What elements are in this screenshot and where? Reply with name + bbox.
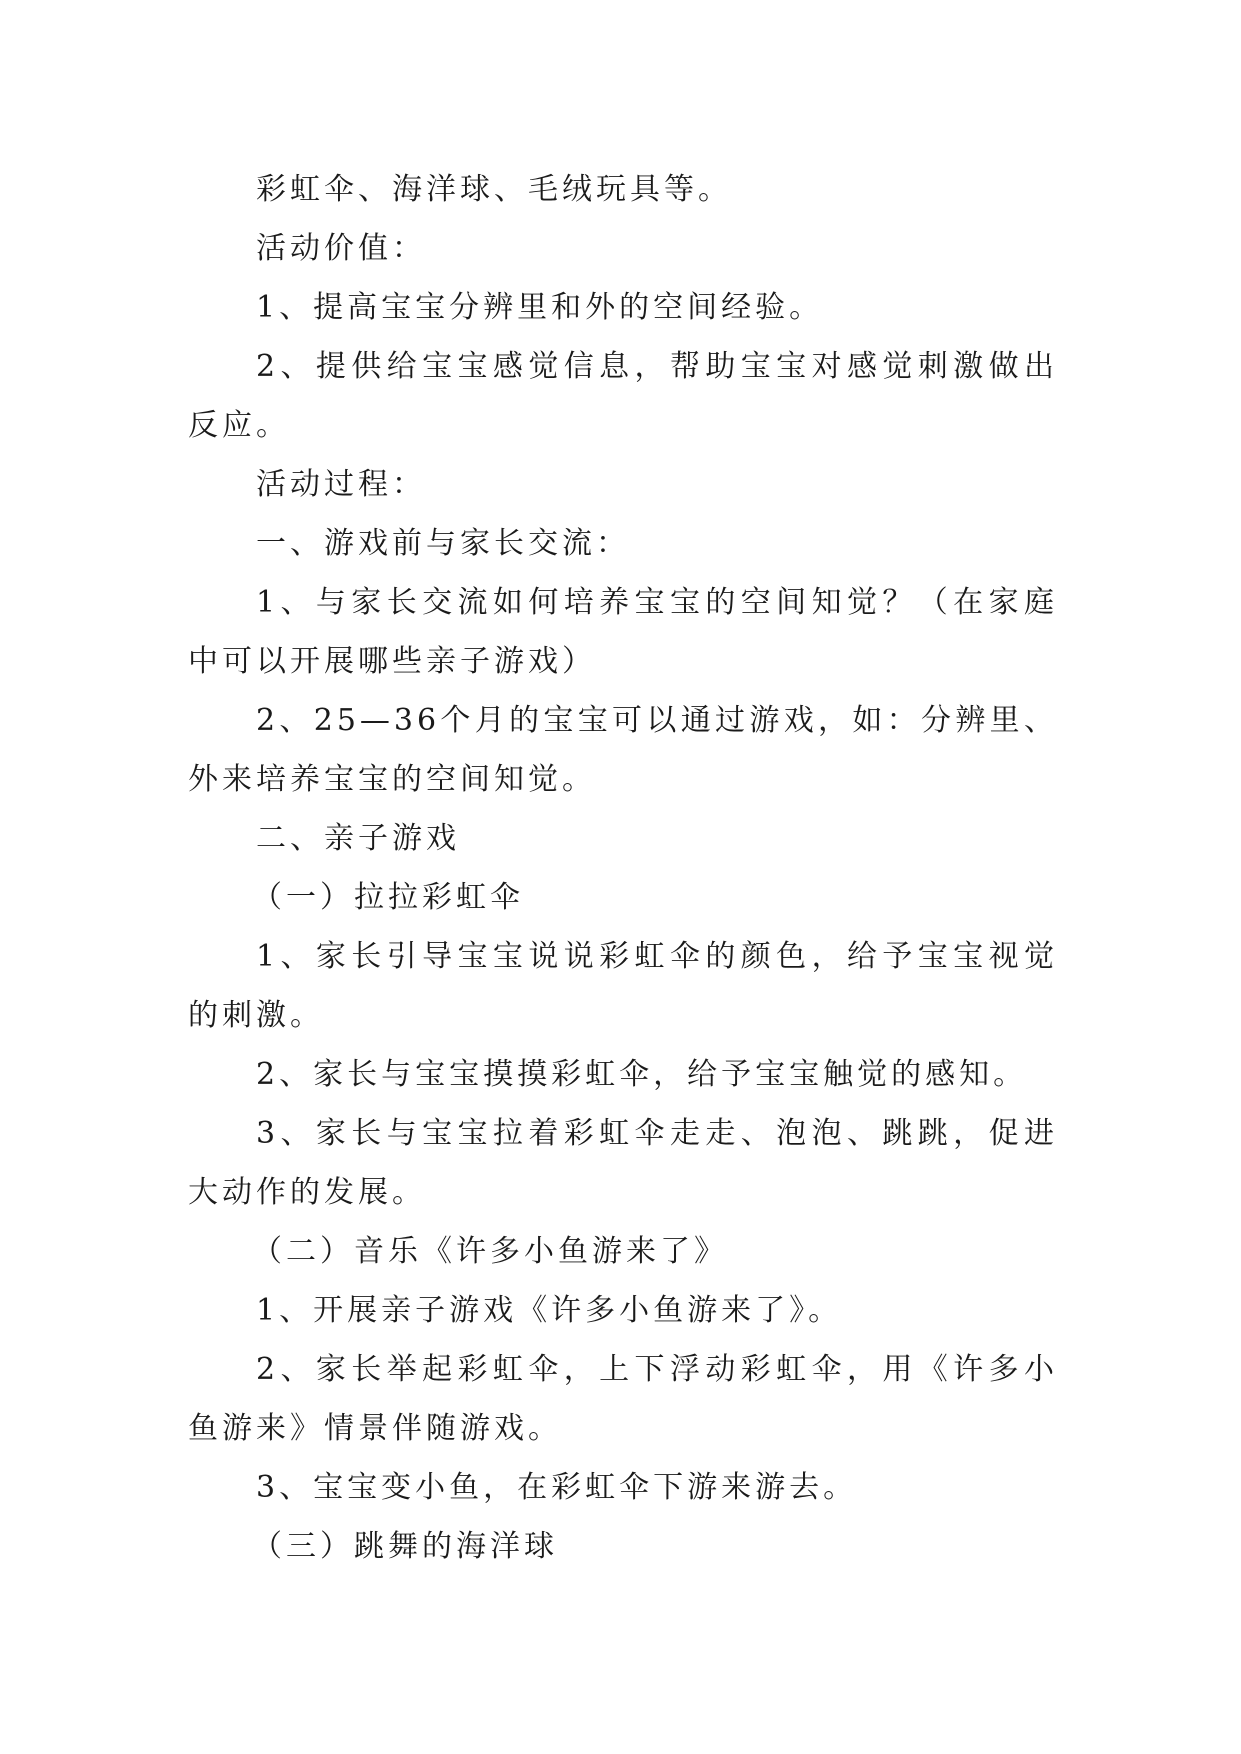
paragraph-materials: 彩虹伞、海洋球、毛绒玩具等。	[256, 172, 732, 207]
paragraph-subsection-1-item-3: 3、家长与宝宝拉着彩虹伞走走、泡泡、跳跳，促进大动作的发展。	[188, 1116, 1058, 1210]
paragraph-subsection-1-item-2: 2、家长与宝宝摸摸彩虹伞，给予宝宝触觉的感知。	[256, 1057, 1028, 1092]
paragraph-section-1-item-1: 1、与家长交流如何培养宝宝的空间知觉？（在家庭中可以开展哪些亲子游戏）	[188, 585, 1058, 679]
paragraph-subsection-1-item-1: 1、家长引导宝宝说说彩虹伞的颜色，给予宝宝视觉的刺激。	[188, 939, 1058, 1033]
paragraph-subsection-2-item-2: 2、家长举起彩虹伞，上下浮动彩虹伞，用《许多小鱼游来》情景伴随游戏。	[188, 1352, 1058, 1446]
heading-subsection-2: （二）音乐《许多小鱼游来了》	[252, 1234, 728, 1269]
paragraph-subsection-2-item-1: 1、开展亲子游戏《许多小鱼游来了》。	[256, 1293, 843, 1328]
heading-section-2: 二、亲子游戏	[256, 821, 460, 856]
paragraph-value-2: 2、提供给宝宝感觉信息，帮助宝宝对感觉刺激做出反应。	[188, 349, 1058, 443]
paragraph-section-1-item-2: 2、25—36个月的宝宝可以通过游戏，如：分辨里、外来培养宝宝的空间知觉。	[188, 703, 1058, 797]
document-body	[188, 160, 1058, 1576]
heading-activity-process: 活动过程：	[256, 467, 426, 502]
heading-subsection-3: （三）跳舞的海洋球	[252, 1529, 558, 1564]
heading-subsection-1: （一）拉拉彩虹伞	[252, 880, 524, 915]
heading-section-1: 一、游戏前与家长交流：	[256, 526, 630, 561]
paragraph-subsection-2-item-3: 3、宝宝变小鱼，在彩虹伞下游来游去。	[256, 1470, 858, 1505]
heading-activity-value: 活动价值：	[256, 231, 426, 266]
paragraph-value-1: 1、提高宝宝分辨里和外的空间经验。	[256, 290, 824, 325]
